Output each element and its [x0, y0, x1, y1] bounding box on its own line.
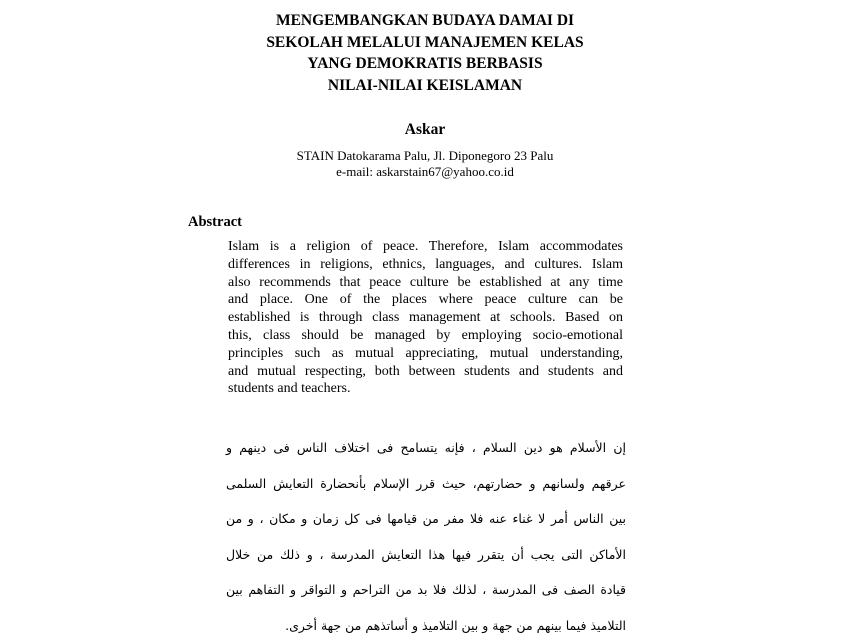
abstract-line: and mutual respecting, both between students and students and — [228, 363, 623, 381]
abstract-heading: Abstract — [188, 213, 242, 231]
paper-title — [225, 10, 625, 96]
abstract-line: differences in religions, ethnics, languages, and cultures. Islam — [228, 256, 623, 274]
arabic-line: قيادة الصف فى المدرسة ، لذلك فلا بد من التراحم و التواقر و التفاهم بين — [226, 572, 626, 608]
author-name: Askar — [325, 120, 525, 140]
abstract-line: students and teachers. — [228, 380, 623, 398]
arabic-line: بين الناس أمر لا غناء عنه فلا مفر من قيامها فى كل زمان و مكان ، و من — [226, 501, 626, 537]
arabic-line: عرقهم ولسانهم و حضارتهم، حيث قرر الإسلام بأنحضارة التعايش السلمى — [226, 466, 626, 502]
title-line: MENGEMBANGKAN BUDAYA DAMAI DI — [225, 10, 625, 32]
arabic-abstract — [226, 430, 626, 643]
arabic-line: التلاميذ فيما بينهم من جهة و بين التلاميذ و أساتذهم من جهة أخرى. — [226, 608, 626, 643]
title-line: NILAI-NILAI KEISLAMAN — [225, 75, 625, 97]
author-email: e-mail: askarstain67@yahoo.co.id — [225, 164, 625, 180]
abstract-body — [228, 238, 623, 398]
arabic-line: الأماكن التى يجب أن يتقرر فيها هذا التعايش المدرسة ، و ذلك من خلال — [226, 537, 626, 573]
abstract-line: Islam is a religion of peace. Therefore, Islam accommodates — [228, 238, 623, 256]
arabic-line: إن الأسلام هو دين السلام ، فإنه يتسامح فى اختلاف الناس فى دينهم و — [226, 430, 626, 466]
abstract-line: established is through class management at schools. Based on — [228, 309, 623, 327]
abstract-line: and place. One of the places where peace culture can be — [228, 291, 623, 309]
title-line: YANG DEMOKRATIS BERBASIS — [225, 53, 625, 75]
abstract-line: this, class should be managed by employing socio-emotional — [228, 327, 623, 345]
author-affiliation: STAIN Datokarama Palu, Jl. Diponegoro 23 Palu — [225, 148, 625, 164]
author-affiliation-block — [225, 148, 625, 180]
title-line: SEKOLAH MELALUI MANAJEMEN KELAS — [225, 32, 625, 54]
abstract-line: principles such as mutual appreciating, mutual understanding, — [228, 345, 623, 363]
abstract-line: also recommends that peace culture be established at any time — [228, 274, 623, 292]
